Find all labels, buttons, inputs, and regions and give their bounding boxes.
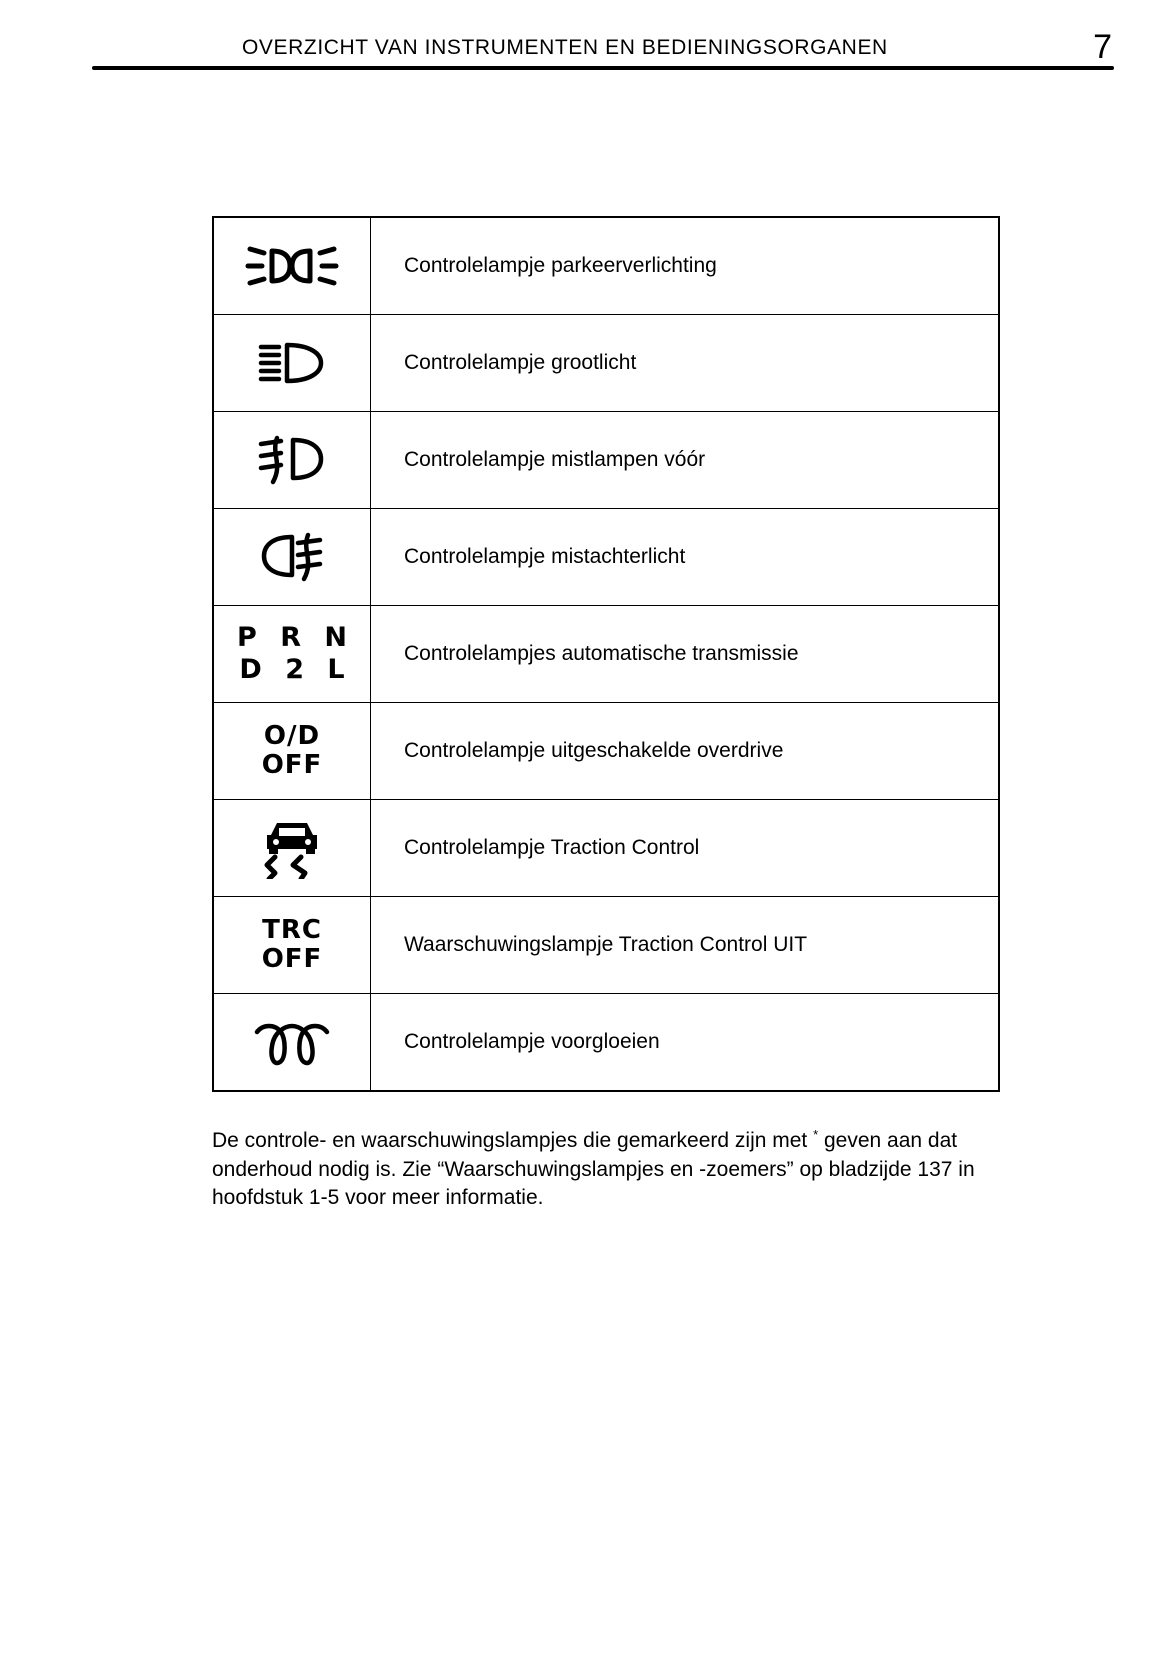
header-rule (92, 66, 1114, 70)
page-header (92, 30, 1112, 70)
parking-light-icon (242, 241, 342, 291)
high-beam-icon (257, 341, 327, 385)
indicator-label: Controlelampje grootlicht (371, 315, 1000, 412)
indicator-label: Controlelampje uitgeschakelde overdrive (371, 703, 1000, 800)
icon-cell (213, 217, 371, 315)
glow-plug-icon (253, 1018, 331, 1066)
icon-text-line: D 2 L (239, 654, 352, 685)
indicator-table (212, 216, 1000, 1092)
icon-text-line: OFF (261, 944, 323, 974)
icon-cell (213, 315, 371, 412)
table-row (213, 315, 999, 412)
table-row (213, 703, 999, 800)
traction-control-icon (261, 817, 323, 879)
indicator-label: Waarschuwingslampje Traction Control UIT (371, 897, 1000, 994)
table-row (213, 412, 999, 509)
front-fog-light-icon (257, 434, 327, 486)
indicator-label: Controlelampje Traction Control (371, 800, 1000, 897)
rear-fog-light-icon (260, 531, 324, 583)
shift-position-icon (230, 622, 354, 686)
footnote (212, 1121, 1002, 1213)
indicator-label: Controlelampje parkeerverlichting (371, 217, 1000, 315)
icon-text-line: P R N (237, 622, 354, 653)
table-row (213, 606, 999, 703)
icon-cell (213, 897, 371, 994)
table-row (213, 217, 999, 315)
trc-off-icon (262, 916, 323, 974)
icon-text-line: O/D (263, 721, 321, 751)
indicator-label: Controlelampje mistlampen vóór (371, 412, 1000, 509)
table-row (213, 994, 999, 1092)
footnote-text-end: geven aan dat onderhoud nodig is. Zie “Waarschuwingslampjes en -zoemers” op bladzijde 137 in hoofdstuk 1-5 voor meer informatie. (212, 1129, 975, 1209)
table-row (213, 897, 999, 994)
icon-text-line: TRC (262, 915, 322, 945)
icon-cell (213, 703, 371, 800)
indicator-label: Controlelampje voorgloeien (371, 994, 1000, 1092)
icon-cell (213, 994, 371, 1092)
footnote-mark: * (813, 1127, 819, 1142)
icon-text-line: OFF (261, 750, 323, 780)
icon-cell (213, 800, 371, 897)
icon-cell (213, 412, 371, 509)
footnote-text-start: De controle- en waarschuwingslampjes die gemarkeerd zijn met (212, 1129, 814, 1152)
indicator-label: Controlelampjes automatische transmissie (371, 606, 1000, 703)
table-row (213, 800, 999, 897)
icon-cell (213, 509, 371, 606)
overdrive-off-icon (262, 722, 323, 780)
table-row (213, 509, 999, 606)
indicator-label: Controlelampje mistachterlicht (371, 509, 1000, 606)
icon-cell (213, 606, 371, 703)
page-title: OVERZICHT VAN INSTRUMENTEN EN BEDIENINGSORGANEN (242, 36, 888, 59)
page-number: 7 (1093, 28, 1112, 66)
